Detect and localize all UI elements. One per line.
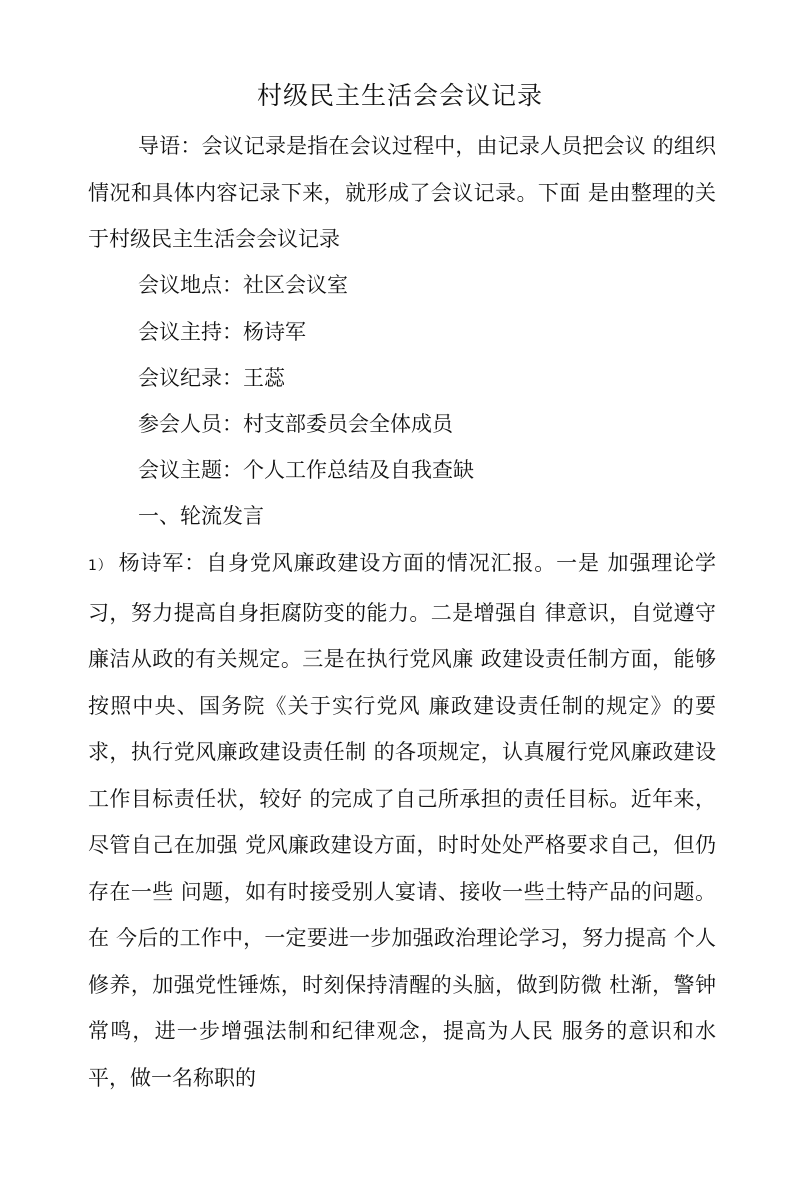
meeting-location: 会议地点：社区会议室: [138, 273, 348, 297]
speech-number: 1）: [88, 558, 113, 574]
meeting-topic: 会议主题：个人工作总结及自我查缺: [138, 458, 474, 482]
speech-paragraph: [88, 540, 716, 1101]
meeting-host: 会议主持：杨诗军: [138, 320, 306, 344]
meeting-attendees: 参会人员：村支部委员会全体成员: [138, 412, 453, 436]
meeting-recorder: 会议纪录：王蕊: [138, 366, 285, 390]
document-title: 村级民主生活会会议记录: [256, 81, 543, 110]
intro-paragraph: 导语：会议记录是指在会议过程中，由记录人员把会议 的组织情况和具体内容记录下来，就形成了会议记录。下面 是由整理的关于村级民主生活会会议记录: [88, 134, 716, 251]
speech-text: 杨诗军：自身党风廉政建设方面的情况汇报。一是 加强理论学习，努力提高自身拒腐防变的能力。二是增强自 律意识，自觉遵守廉洁从政的有关规定。三是在执行党风廉 政建设责任制方面，能够按照中央、国务院《关于实行党风 廉政建设责任制的规定》的要求，执行党风廉政建设责任制 的各项规定，认真履行党风廉政建设工作目标责任状，较好 的完成了自己所承担的责任目标。近年来，尽管自己在加强 党风廉政建设方面，时时处处严格要求自己，但仍存在一些 问题，如有时接受别人宴请、接收一些土特产品的问题。在 今后的工作中，一定要进一步加强政治理论学习，努力提高 个人修养，加强党性锤炼，时刻保持清醒的头脑，做到防微 杜渐，警钟常鸣，进一步增强法制和纪律观念，提高为人民 服务的意识和水平，做一名称职的: [88, 551, 716, 1090]
section-heading: 一、轮流发言: [138, 504, 264, 528]
